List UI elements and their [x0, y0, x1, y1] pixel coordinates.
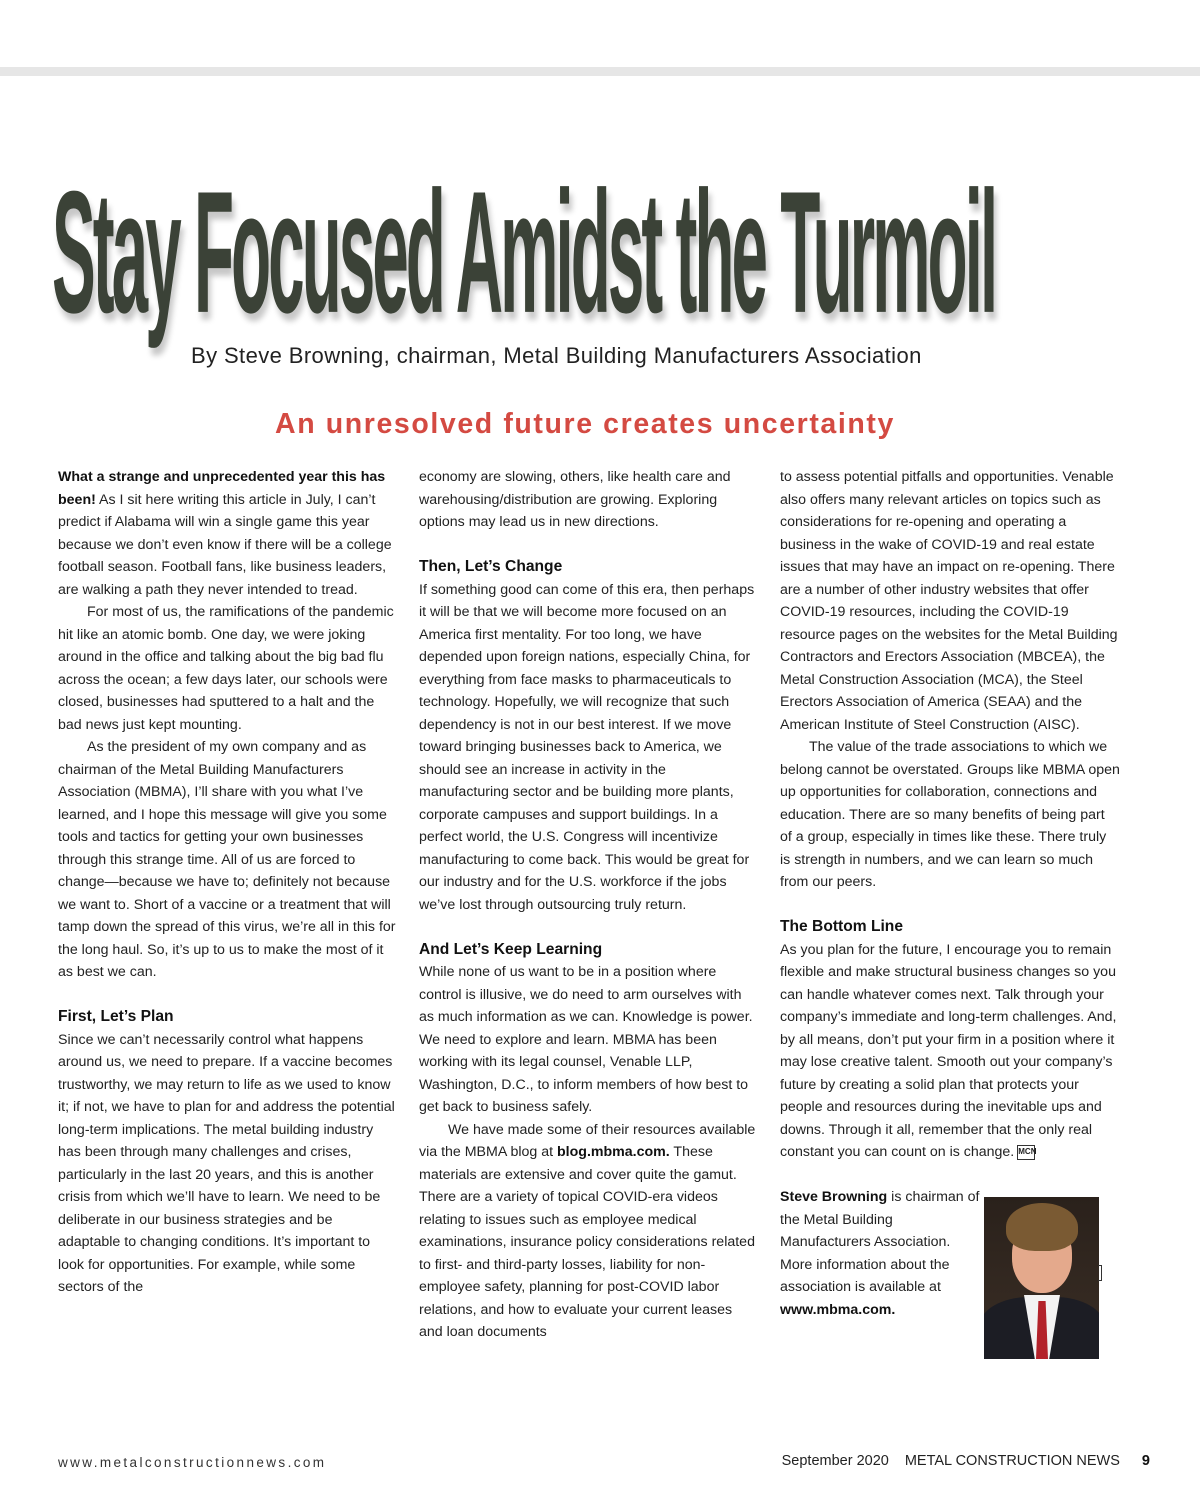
- photo-hair: [1006, 1203, 1078, 1251]
- section-heading: The Bottom Line: [780, 918, 904, 935]
- paragraph: For most of us, the ramifications of the pandemic hit like an atomic bomb. One day, we were joking around in the office and talking about the big bad flu across the ocean; a few days later, our schools were closed, businesses had sputtered to a halt and the bad news just kept mounting.: [58, 604, 394, 733]
- subheadline: An unresolved future creates uncertainty: [275, 408, 895, 440]
- paragraph-text: These materials are extensive and cover quite the gamut. There are a variety of topical COVID-era videos relating to issues such as employee medical examinations, insurance policy considerations related to first- and third-party losses, liability for non-employee safety, planning for post-COVID labor relations, and how to evaluate your current leases and loan documents: [419, 1144, 755, 1340]
- author-photo: [984, 1197, 1099, 1359]
- paragraph: [780, 939, 1120, 1164]
- section-heading: Then, Let’s Change: [419, 558, 563, 575]
- lead-in: What a strange and unprecedented year this has been!: [58, 469, 386, 508]
- column-1: [58, 466, 398, 1299]
- column-3: [780, 466, 1120, 1321]
- page-number: 9: [1141, 1453, 1150, 1469]
- paragraph: The value of the trade associations to which we belong cannot be overstated. Groups like MBMA open up opportunities for collaboration, connections and education. There are so many benefits of being part of a group, especially in times like these. There truly is strength in numbers, and we can learn so much from our peers.: [780, 739, 1120, 890]
- issue-date: September 2020: [781, 1453, 889, 1469]
- paragraph: to assess potential pitfalls and opportunities. Venable also offers many relevant articles on topics such as considerations for re-opening and operating a business in the wake of COVID-19 and real estate issues that may have an impact on re-opening. There are a number of other industry websites that offer COVID-19 resources, including the COVID-19 resource pages on the websites for the Metal Building Contractors and Erectors Association (MBCEA), the Metal Construction Association (MCA), the Steel Erectors Association of America (SEAA) and the American Institute of Steel Construction (AISC).: [780, 469, 1118, 733]
- paragraph: economy are slowing, others, like health care and warehousing/distribution are growing. Exploring options may lead us in new directions.: [419, 469, 731, 530]
- paragraph: While none of us want to be in a position where control is illusive, we do need to arm ourselves with as much information as we can. Knowledge is power. We need to explore and learn. MBMA has been working with its legal counsel, Venable LLP, Washington, D.C., to inform members of how best to get back to business safely.: [419, 964, 753, 1115]
- article-title: Stay Focused Amidst the Turmoil: [52, 155, 996, 350]
- paragraph-text: As I sit here writing this article in July, I can’t predict if Alabama will win a single game this year because we don’t even know if there will be a college football season. Football fans, like business leaders, are walking a path they never intended to tread.: [58, 491, 392, 598]
- byline: By Steve Browning, chairman, Metal Building Manufacturers Association: [191, 343, 922, 368]
- column-2: [419, 466, 759, 1344]
- paragraph: As the president of my own company and as chairman of the Metal Building Manufacturers Association (MBMA), I’ll share with you what I’ve learned, and I hope this message will give you some tools and tactics for getting your own businesses through this strange time. All of us are forced to change—because we have to; definitely not because we want to. Short of a vaccine or a treatment that will tamp down the spread of this virus, we’re all in this for the long haul. So, it’s up to us to make the most of it as best we can.: [58, 739, 396, 980]
- top-rule: [0, 67, 1200, 76]
- paragraph-text: We have made some of their resources available via the MBMA blog at: [419, 1121, 756, 1160]
- mcn-end-mark-icon: MCN: [1017, 1145, 1035, 1160]
- paragraph: If something good can come of this era, then perhaps it will be that we will become more focused on an America first mentality. For too long, we have depended upon foreign nations, especially China, for everything from face masks to pharmaceuticals to technology. Hopefully, we will recognize that such dependency is not in our best interest. If we move toward bringing businesses back to America, we should see an increase in activity in the manufacturing sector and be building more plants, corporate campuses and support buildings. In a perfect world, the U.S. Congress will incentivize manufacturing to come back. This would be great for our industry and for the U.S. workforce if the jobs we’ve lost through outsourcing truly return.: [419, 581, 755, 913]
- paragraph: [58, 466, 398, 601]
- author-name: Steve Browning: [780, 1189, 888, 1205]
- blog-link[interactable]: blog.mbma.com.: [557, 1144, 670, 1160]
- footer-url[interactable]: www.metalconstructionnews.com: [58, 1455, 327, 1470]
- footer-info: [782, 1453, 1150, 1469]
- section-heading: And Let’s Keep Learning: [419, 940, 603, 958]
- paragraph: [419, 1119, 759, 1344]
- bio-text: is chairman of the Metal Building Manufacturers Association. More information about the association is available at: [780, 1189, 980, 1295]
- photo-bracket: [1098, 1265, 1102, 1281]
- website-link[interactable]: www.mbma.com.: [780, 1301, 896, 1318]
- author-bio: [780, 1186, 980, 1321]
- paragraph: Since we can’t necessarily control what happens around us, we need to prepare. If a vaccine becomes trustworthy, we may return to life as we used to know it; if not, we have to plan for and address the potential long-term implications. The metal building industry has been through many challenges and crises, particularly in the last 20 years, and this is another crisis from which we’ll have to learn. We need to be deliberate in our business strategies and be adaptable to changing conditions. It’s important to look for opportunities. For example, while some sectors of the: [58, 1031, 395, 1295]
- publication-name: METAL CONSTRUCTION NEWS: [904, 1453, 1120, 1469]
- paragraph-text: As you plan for the future, I encourage you to remain flexible and make structural business changes so you can handle whatever comes next. Talk through your company’s immediate and long-term challenges. And, by all means, don’t put your firm in a position where it may lose creative talent. Smooth out your company’s future by creating a solid plan that protects your people and resources during the inevitable ups and downs. Through it all, remember that the only real constant you can count on is change.: [780, 941, 1117, 1160]
- section-heading: First, Let’s Plan: [58, 1008, 174, 1025]
